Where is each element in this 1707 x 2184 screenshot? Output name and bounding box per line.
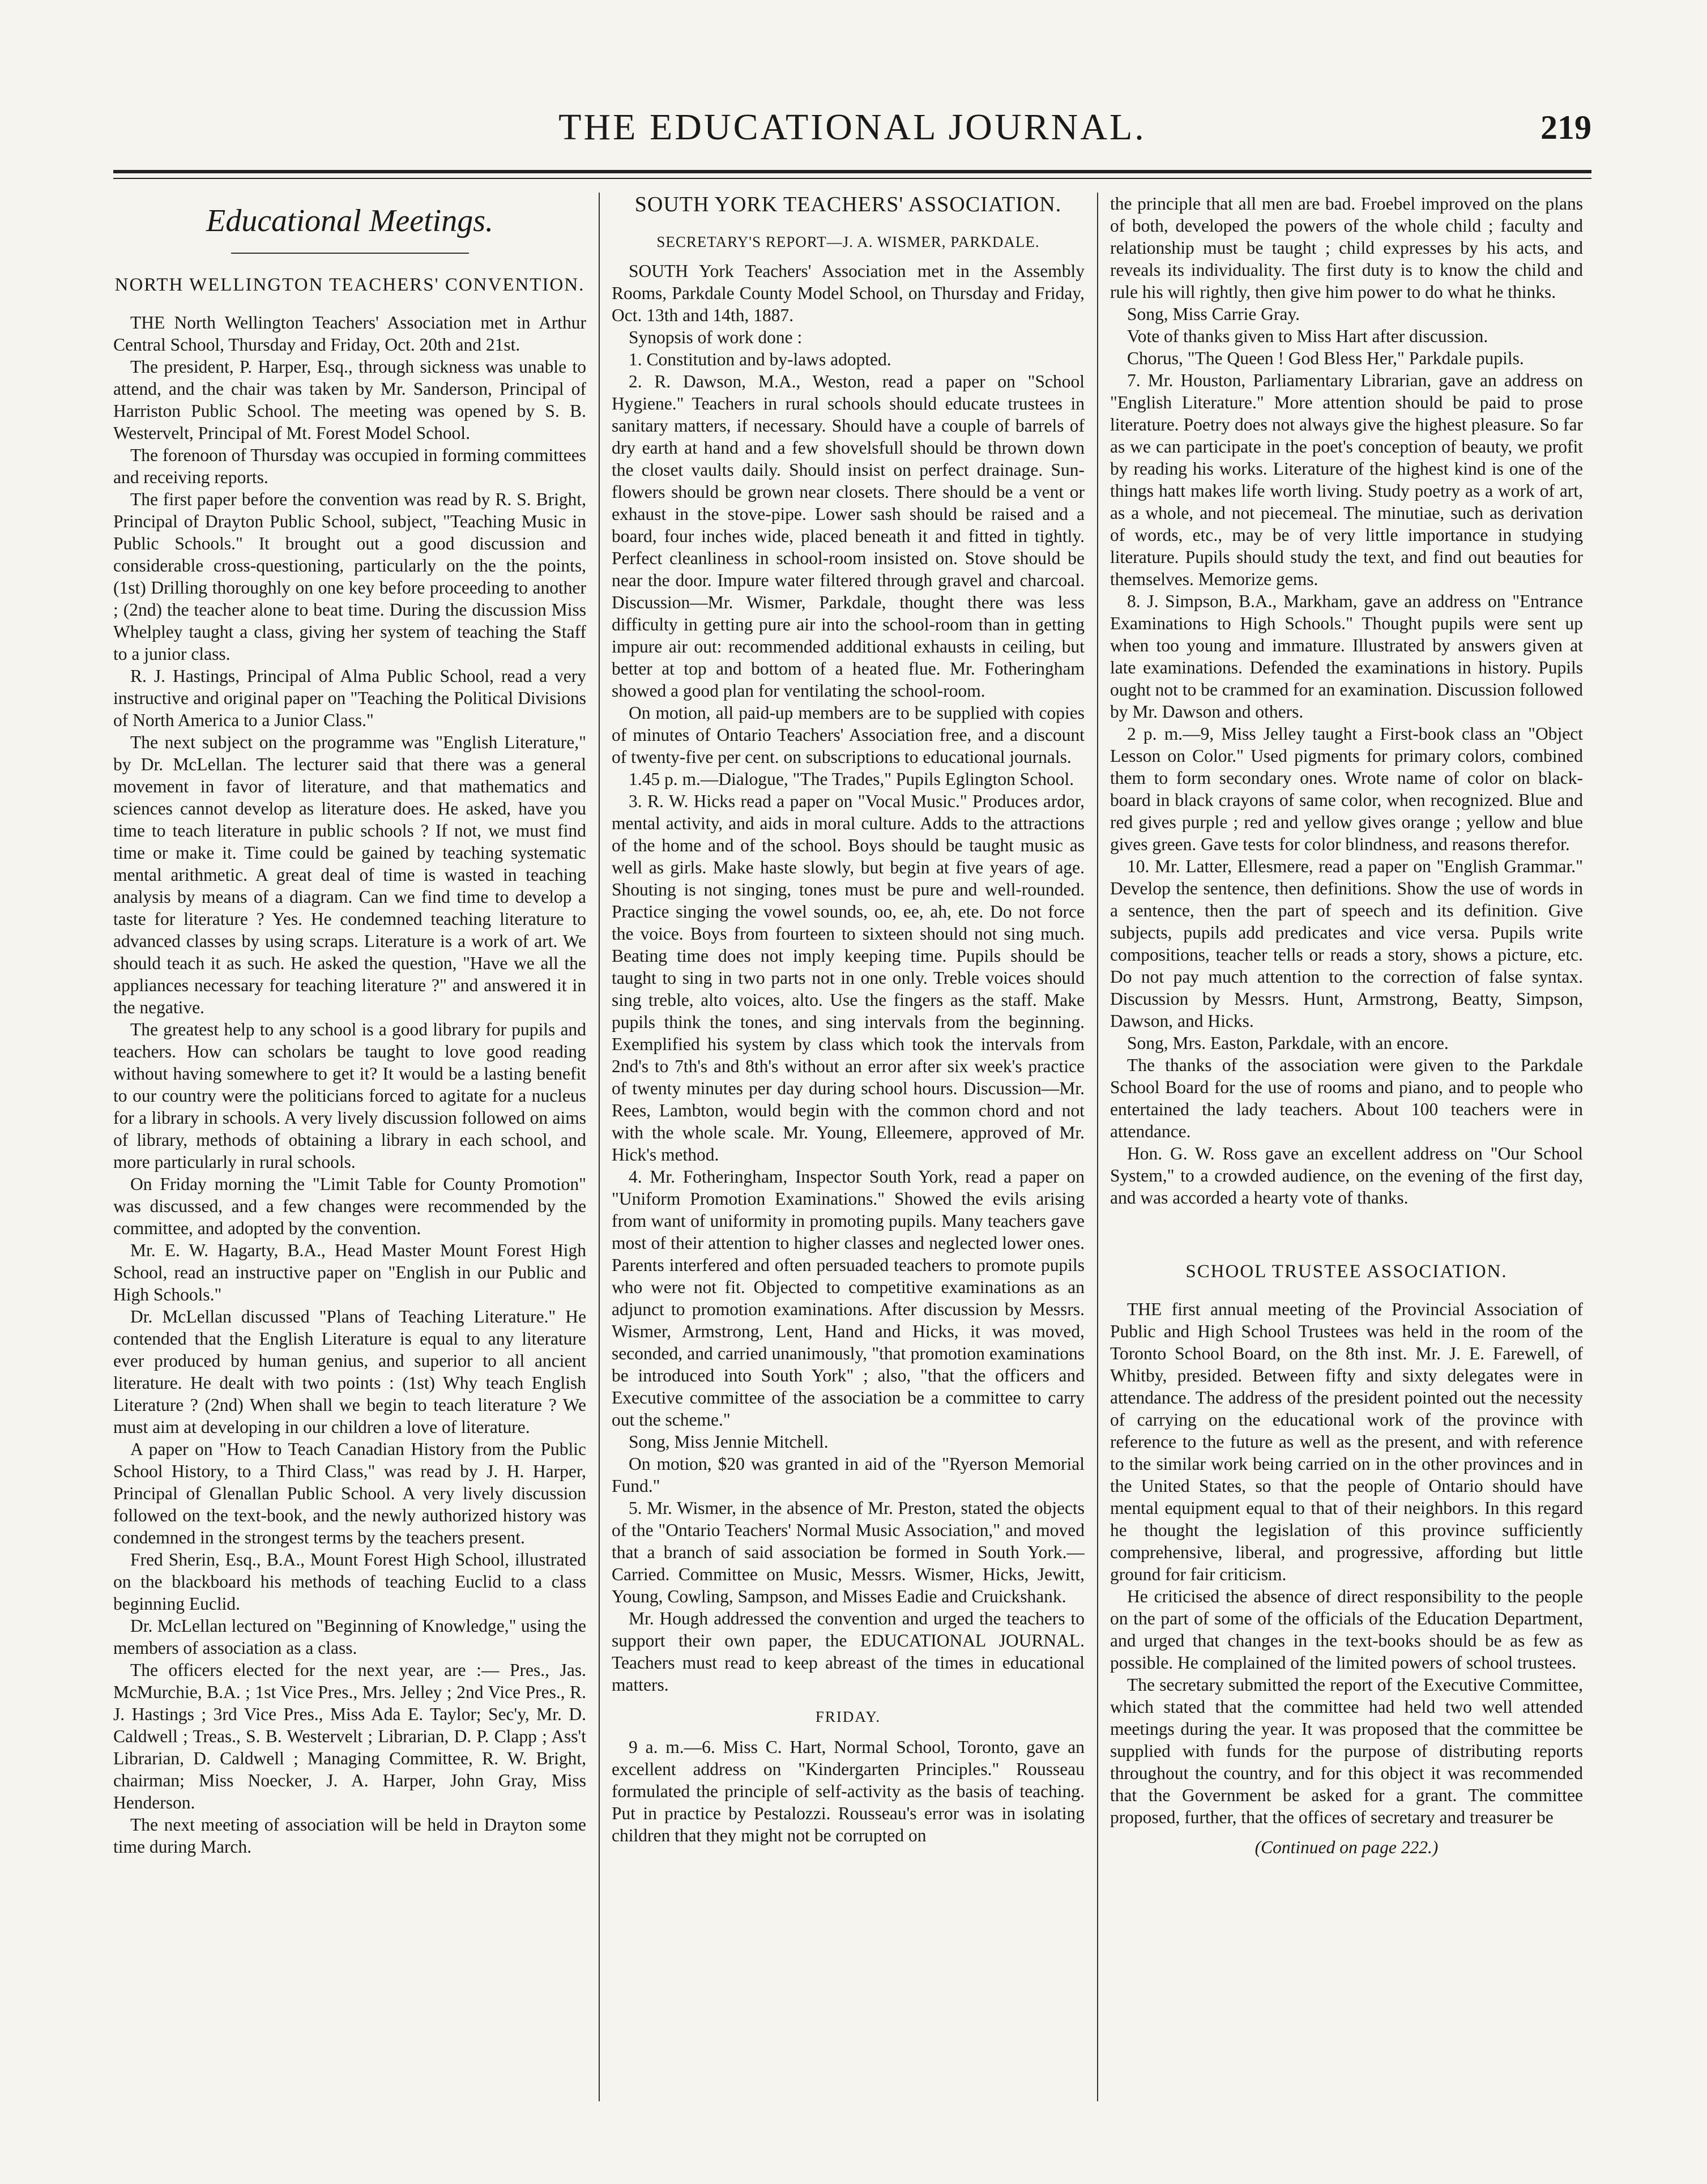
- paragraph: 10. Mr. Latter, Ellesmere, read a paper on "English Grammar." Develop the sentence, then definitions. Show the use of words in a sentence, then the part of speech and its definition. Give subjects, pupils add predicates and vice versa. Pupils write compositions, teacher tells or reads a story, shows a picture, etc. Do not pay much attention to the correction of false syntax. Discussion by Messrs. Hunt, Armstrong, Beatty, Simpson, Dawson, and Hicks.: [1110, 856, 1583, 1031]
- paragraph: On Friday morning the "Limit Table for County Promotion" was discussed, and a few changes were recommended by the committee, and adopted by the convention.: [113, 1174, 586, 1238]
- paragraph: A paper on "How to Teach Canadian History from the Public School History, to a Third Class," was read by J. H. Harper, Principal of Glenallan Public School. A very lively discussion followed on the text-book, and the newly authorized history was condemned in the strongest terms by the teachers present.: [113, 1439, 586, 1547]
- section-heading: Educational Meetings.: [206, 203, 493, 238]
- paragraph: the principle that all men are bad. Froebel improved on the plans of both, developed the powers of the whole child ; faculty and relationship must be taught ; child expresses by his acts, and reveals its individuality. The first duty is to know the child and rule his will rightly, then give him power to do what he thinks.: [1110, 194, 1583, 302]
- column-divider-1: [599, 193, 600, 2101]
- paragraph: The president, P. Harper, Esq., through sickness was unable to attend, and the chair was taken by Mr. Sanderson, Principal of Harriston Public School. The meeting was opened by S. B. Westervelt, Principal of Mt. Forest Model School.: [113, 357, 586, 443]
- paragraph: Chorus, "The Queen ! God Bless Her," Parkdale pupils.: [1127, 348, 1524, 368]
- column-divider-2: [1097, 193, 1098, 2101]
- paragraph: The secretary submitted the report of the Executive Committee, which stated that the committee had held two well attended meetings during the year. It was proposed that the committee be supplied with funds for the purpose of distributing reports throughout the country, and for this object it was recommended that the Government be asked for a grant. The committee proposed, further, that the offices of secretary and treasurer be: [1110, 1675, 1583, 1827]
- paragraph: Song, Mrs. Easton, Parkdale, with an encore.: [1127, 1033, 1449, 1053]
- article-heading-south-york: SOUTH YORK TEACHERS' ASSOCIATION.: [634, 193, 1062, 216]
- paragraph: The forenoon of Thursday was occupied in forming committees and receiving reports.: [113, 445, 586, 487]
- header-rule-thick: [113, 170, 1591, 173]
- paragraph: THE North Wellington Teachers' Association met in Arthur Central School, Thursday and Friday, Oct. 20th and 21st.: [113, 313, 586, 355]
- column-2: [612, 193, 1085, 2101]
- page-number: 219: [1540, 109, 1591, 146]
- paragraph: THE first annual meeting of the Provincial Association of Public and High School Trustees was held in the room of the Toronto School Board, on the 8th inst. Mr. J. E. Farewell, of Whitby, presided. Between fifty and sixty delegates were in attendance. The address of the president pointed out the necessity of carrying on the educational work of the province with reference to the future as well as the present, and with reference to the similar work being carried on in the other provinces and in the United States, so that the people of Ontario should have mental equipment equal to that of their neighbors. In this regard he thought the legislation of this province sufficiently comprehensive, liberal, and progressive, affording but little ground for fair criticism.: [1110, 1299, 1583, 1584]
- paragraph: He criticised the absence of direct responsibility to the people on the part of some of the officials of the Education Department, and urged that changes in the text-books should be as few as possible. He complained of the limited powers of school trustees.: [1110, 1586, 1583, 1673]
- paragraph: 1.45 p. m.—Dialogue, "The Trades," Pupils Eglington School.: [629, 769, 1074, 789]
- paragraph: 5. Mr. Wismer, in the absence of Mr. Preston, stated the objects of the "Ontario Teachers' Normal Music Association," and moved that a branch of said association be formed in South York.—Carried. Committee on Music, Messrs. Wismer, Hicks, Jewitt, Young, Cowling, Sampson, and Misses Eadie and Cruickshank.: [612, 1498, 1085, 1606]
- journal-title: THE EDUCATIONAL JOURNAL.: [558, 106, 1146, 148]
- paragraph: The first paper before the convention was read by R. S. Bright, Principal of Drayton Public School, subject, "Teaching Music in Public Schools." It brought out a good discussion and considerable cross-questioning, particularly on the the points, (1st) Drilling thoroughly on one key before proceeding to another ; (2nd) the teacher alone to beat time. During the discussion Miss Whelpley taught a class, giving her system of teaching the Staff to a junior class.: [113, 489, 586, 664]
- byline: SECRETARY'S REPORT—J. A. WISMER, PARKDALE.: [656, 233, 1040, 250]
- paragraph: R. J. Hastings, Principal of Alma Public School, read a very instructive and original paper on "Teaching the Political Divisions of North America to a Junior Class.": [113, 666, 586, 730]
- paragraph: Hon. G. W. Ross gave an excellent address on "Our School System," to a crowded audience, on the evening of the first day, and was accorded a hearty vote of thanks.: [1110, 1144, 1583, 1208]
- paragraph: Mr. Hough addressed the convention and urged the teachers to support their own paper, the EDUCATIONAL JOURNAL. Teachers must read to keep abreast of the times in educational matters.: [612, 1609, 1085, 1695]
- section-rule: [231, 253, 469, 254]
- paragraph: On motion, $20 was granted in aid of the "Ryerson Memorial Fund.": [612, 1454, 1085, 1496]
- paragraph: Mr. E. W. Hagarty, B.A., Head Master Mount Forest High School, read an instructive paper on "English in our Public and High Schools.": [113, 1240, 586, 1304]
- paragraph: 7. Mr. Houston, Parliamentary Librarian, gave an address on "English Literature." More attention should be paid to prose literature. Poetry does not always give the highest pleasure. So far as we can participate in the poet's conception of beauty, we profit by reading his works. Literature of the highest kind is one of the things hatt makes life worth living. Study poetry as a work of art, as a whole, and not piecemeal. The minutiae, such as derivation of words, etc., may be of very little importance in studying literature. Pupils should study the text, and find out beauties for themselves. Memorize gems.: [1110, 370, 1583, 589]
- paragraph: 2. R. Dawson, M.A., Weston, read a paper on "School Hygiene." Teachers in rural schools should educate trustees in sanitary matters, if necessary. Should have a couple of barrels of dry earth at hand and a few shovelsfull should be thrown down the closet vaults daily. Should insist on perfect drainage. Sun-flowers should be grown near closets. There should be a vent or exhaust in the stove-pipe. Lower sash should be raised and a board, four inches wide, placed beneath it and fitted in tightly. Perfect cleanliness in school-room insisted on. Stove should be near the door. Impure water filtered through gravel and charcoal. Discussion—Mr. Wismer, Parkdale, thought there was less difficulty in getting pure air into the school-room than in getting impure air out: recommended additional exhausts in ceiling, but better at top and bottom of a heated flue. Mr. Fotheringham showed a good plan for ventilating the school-room.: [612, 372, 1085, 701]
- paragraph: The next subject on the programme was "English Literature," by Dr. McLellan. The lecturer said that there was a general movement in favor of literature, and that mathematics and sciences cannot develop as literature does. He asked, have you time to teach literature in public schools ? If not, we must find time or make it. Time could be gained by teaching systematic mental arithmetic. A great deal of time is wasted in teaching analysis by means of a diagram. Can we find time to develop a taste for literature ? Yes. He condemned teaching literature to advanced classes by using scraps. Literature is a work of art. We should teach it as such. He asked the question, "Have we all the appliances necessary for teaching literature ?" and answered it in the negative.: [113, 732, 586, 1017]
- column-1: [113, 193, 586, 2101]
- paragraph: Dr. McLellan lectured on "Beginning of Knowledge," using the members of association as a class.: [113, 1616, 586, 1658]
- paragraph: The next meeting of association will be held in Drayton some time during March.: [113, 1815, 586, 1857]
- paragraph: 2 p. m.—9, Miss Jelley taught a First-book class an "Object Lesson on Color." Used pigments for primary colors, combined them to form secondary ones. Wrote name of color on black-board in black crayons of same color, when recognized. Blue and red gives purple ; red and yellow gives orange ; yellow and blue gives green. Gave tests for color blindness, and reasons therefor.: [1110, 724, 1583, 854]
- paragraph: 8. J. Simpson, B.A., Markham, gave an address on "Entrance Examinations to High Schools." Thought pupils were sent up when too young and immature. Illustrated by answers given at late examinations. Defended the examinations in history. Pupils ought not to be crammed for an examination. Discussion followed by Mr. Dawson and others.: [1110, 591, 1583, 722]
- paragraph: 4. Mr. Fotheringham, Inspector South York, read a paper on "Uniform Promotion Examinations." Showed the evils arising from want of uniformity in promoting pupils. Many teachers gave most of their attention to higher classes and neglected lower ones. Parents interfered and often persuaded teachers to promote pupils who were not fit. Objected to competitive examinations as an adjunct to promotion examinations. After discussion by Messrs. Wismer, Armstrong, Lent, Hand and Hicks, it was moved, seconded, and carried unanimously, "that promotion examinations be introduced into South York" ; also, "that the officers and Executive committee of the association be a committee to carry out the scheme.": [612, 1167, 1085, 1430]
- paragraph: SOUTH York Teachers' Association met in the Assembly Rooms, Parkdale County Model School, on Thursday and Friday, Oct. 13th and 14th, 1887.: [612, 261, 1085, 325]
- subheading-friday: FRIDAY.: [815, 1708, 881, 1725]
- paragraph: Song, Miss Jennie Mitchell.: [629, 1432, 829, 1452]
- paragraph: On motion, all paid-up members are to be supplied with copies of minutes of Ontario Teachers' Association free, and a discount of twenty-five per cent. on subscriptions to educational journals.: [612, 703, 1085, 767]
- paragraph: Vote of thanks given to Miss Hart after discussion.: [1127, 326, 1488, 346]
- article-heading-school-trustee: SCHOOL TRUSTEE ASSOCIATION.: [1185, 1261, 1508, 1282]
- paragraph: Fred Sherin, Esq., B.A., Mount Forest High School, illustrated on the blackboard his methods of teaching Euclid to a class beginning Euclid.: [113, 1550, 586, 1614]
- paragraph: The greatest help to any school is a good library for pupils and teachers. How can scholars be taught to love good reading without having somewhere to get it? It would be a lasting benefit to our country were the politicians forced to agitate for a nucleus for a library in schools. A very lively discussion followed on aims of library, methods of obtaining a library in each school, and more particularly in rural schools.: [113, 1020, 586, 1172]
- paragraph: The officers elected for the next year, are :— Pres., Jas. McMurchie, B.A. ; 1st Vice Pres., Mrs. Jelley ; 2nd Vice Pres., R. J. Hastings ; 3rd Vice Pres., Miss Ada E. Taylor; Sec'y, Mr. D. Caldwell ; Treas., S. B. Westervelt ; Librarian, D. P. Clapp ; Ass't Librarian, D. Caldwell ; Managing Committee, R. W. Bright, chairman; Miss Noecker, J. A. Harper, John Gray, Miss Henderson.: [113, 1660, 586, 1812]
- column-3: [1110, 193, 1583, 2101]
- article-heading-north-wellington: NORTH WELLINGTON TEACHERS' CONVENTION.: [114, 275, 585, 295]
- paragraph: 1. Constitution and by-laws adopted.: [629, 349, 891, 369]
- header-rule-thin: [113, 178, 1591, 179]
- paragraph: Synopsis of work done :: [629, 327, 803, 347]
- paragraph: 3. R. W. Hicks read a paper on "Vocal Music." Produces ardor, mental activity, and aids in moral culture. Adds to the attractions of the home and of the school. Boys should be taught music as well as girls. Make haste slowly, but begin at five years of age. Shouting is not singing, tones must be pure and well-rounded. Practice singing the vowel sounds, oo, ee, ah, ete. Do not force the voice. Boys from fourteen to sixteen should not sing much. Beating time does not imply keeping time. Pupils should be taught to sing in two parts not in one only. Treble voices should sing treble, alto voices, alto. Use the fingers as the staff. Make pupils think the tones, and sing intervals from the beginning. Exemplified his system by class which took the intervals from 2nd's to 7th's and 8th's without an error after six week's practice of twenty minutes per day during school hours. Discussion—Mr. Rees, Lambton, would begin with the common chord and not with the whole scale. Mr. Young, Elleemere, approved of Mr. Hick's method.: [612, 791, 1085, 1164]
- paragraph: 9 a. m.—6. Miss C. Hart, Normal School, Toronto, gave an excellent address on "Kindergarten Principles." Rousseau formulated the principle of self-activity as the basis of teaching. Put in practice by Pestalozzi. Rousseau's error was in isolating children that they might not be corrupted on: [612, 1737, 1085, 1845]
- page-header: [113, 105, 1591, 150]
- paragraph: The thanks of the association were given to the Parkdale School Board for the use of rooms and piano, and to people who entertained the lady teachers. About 100 teachers were in attendance.: [1110, 1055, 1583, 1141]
- paragraph: Dr. McLellan discussed "Plans of Teaching Literature." He contended that the English Literature is equal to any literature ever produced by human genius, and superior to all ancient literature. He dealt with two points : (1st) Why teach English Literature ? (2nd) When shall we begin to teach literature ? We must aim at developing in our children a love of literature.: [113, 1307, 586, 1437]
- continued-note: (Continued on page 222.): [1254, 1837, 1439, 1857]
- paragraph: Song, Miss Carrie Gray.: [1127, 304, 1300, 324]
